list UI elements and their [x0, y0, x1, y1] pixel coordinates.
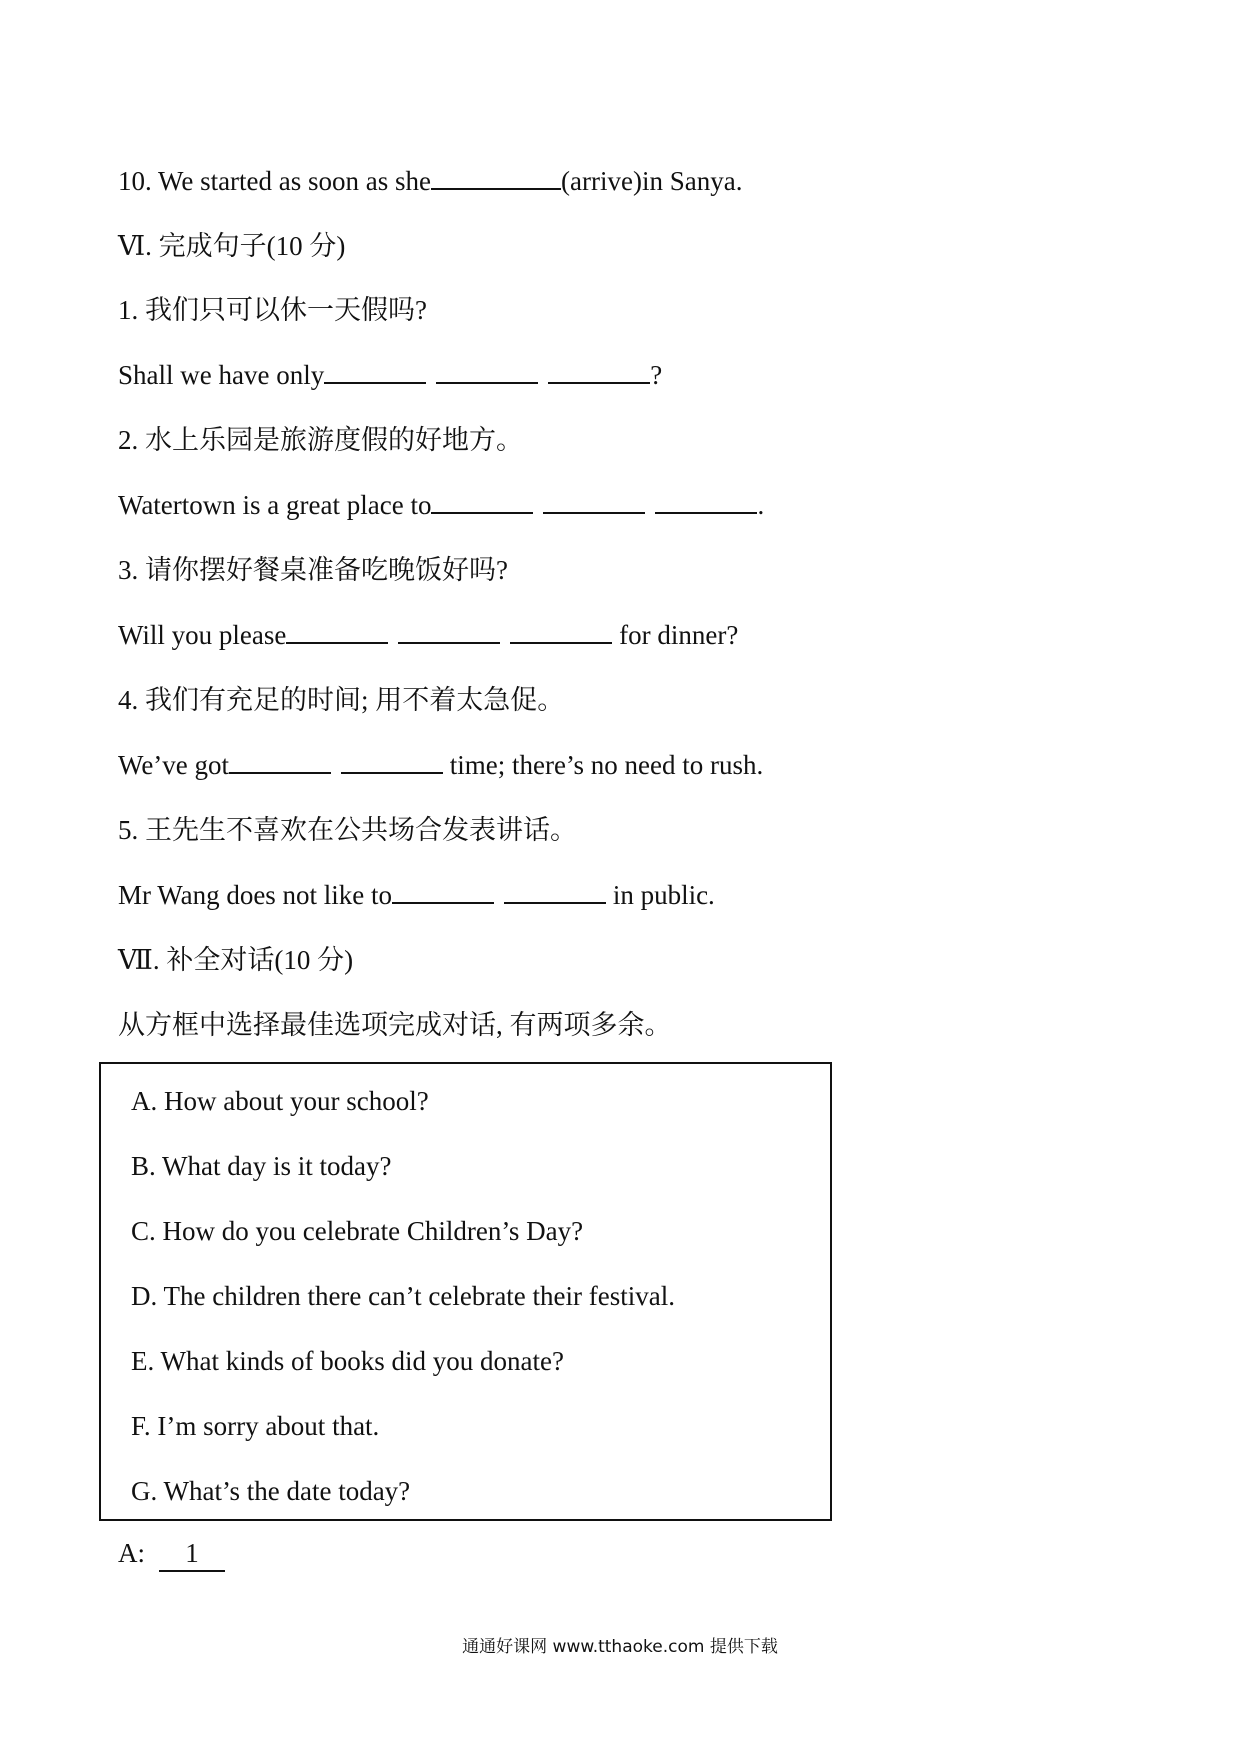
item-4-chinese: 4. 我们有充足的时间; 用不着太急促。: [118, 685, 565, 715]
section-7-heading: Ⅶ. 补全对话(10 分): [118, 945, 354, 975]
option-d: D. The children there can’t celebrate their festival.: [131, 1281, 675, 1311]
option-e: E. What kinds of books did you donate?: [131, 1346, 564, 1376]
answer-blank: [398, 618, 500, 644]
item-5-chinese: 5. 王先生不喜欢在公共场合发表讲话。: [118, 815, 577, 845]
answer-blank: [431, 164, 561, 190]
answer-blank: [229, 748, 331, 774]
item-3-text-before: Will you please: [118, 620, 287, 650]
answer-blank: [392, 878, 494, 904]
question-10-text-after: (arrive)in Sanya.: [561, 166, 743, 196]
dialogue-blank-number: 1: [159, 1536, 225, 1572]
item-5-english: [118, 878, 715, 912]
item-1-text-after: ?: [650, 360, 663, 390]
item-3-english: [118, 618, 738, 652]
option-g: G. What’s the date today?: [131, 1476, 411, 1506]
options-box: [99, 1062, 832, 1521]
dialogue-speaker: A:: [118, 1538, 145, 1568]
item-2-chinese: 2. 水上乐园是旅游度假的好地方。: [118, 425, 523, 455]
item-1-english: [118, 358, 662, 392]
item-4-english: [118, 748, 763, 782]
answer-blank: [286, 618, 388, 644]
answer-blank: [504, 878, 606, 904]
item-3-text-after: for dinner?: [612, 620, 739, 650]
item-5-text-before: Mr Wang does not like to: [118, 880, 393, 910]
item-2-english: [118, 488, 764, 522]
answer-blank: [510, 618, 612, 644]
option-c: C. How do you celebrate Children’s Day?: [131, 1216, 584, 1246]
item-2-text-before: Watertown is a great place to: [118, 490, 432, 520]
answer-blank: [655, 488, 757, 514]
footer-source: 通通好课网 www.tthaoke.com 提供下载: [462, 1637, 778, 1657]
answer-blank: [431, 488, 533, 514]
item-1-chinese: 1. 我们只可以休一天假吗?: [118, 295, 427, 325]
item-4-text-after: time; there’s no need to rush.: [443, 750, 764, 780]
question-10-text-before: 10. We started as soon as she: [118, 166, 432, 196]
answer-blank: [543, 488, 645, 514]
question-10: [118, 164, 742, 198]
answer-blank: [324, 358, 426, 384]
item-2-text-after: .: [757, 490, 765, 520]
option-f: F. I’m sorry about that.: [131, 1411, 380, 1441]
item-1-text-before: Shall we have only: [118, 360, 325, 390]
dialogue-line-1: [118, 1536, 225, 1572]
item-3-chinese: 3. 请你摆好餐桌准备吃晚饭好吗?: [118, 555, 508, 585]
item-4-text-before: We’ve got: [118, 750, 230, 780]
option-b: B. What day is it today?: [131, 1151, 392, 1181]
item-5-text-after: in public.: [606, 880, 715, 910]
answer-blank: [548, 358, 650, 384]
option-a: A. How about your school?: [131, 1086, 429, 1116]
section-6-heading: Ⅵ. 完成句子(10 分): [118, 231, 346, 261]
section-7-instruction: 从方框中选择最佳选项完成对话, 有两项多余。: [118, 1010, 672, 1040]
answer-blank: [341, 748, 443, 774]
answer-blank: [436, 358, 538, 384]
